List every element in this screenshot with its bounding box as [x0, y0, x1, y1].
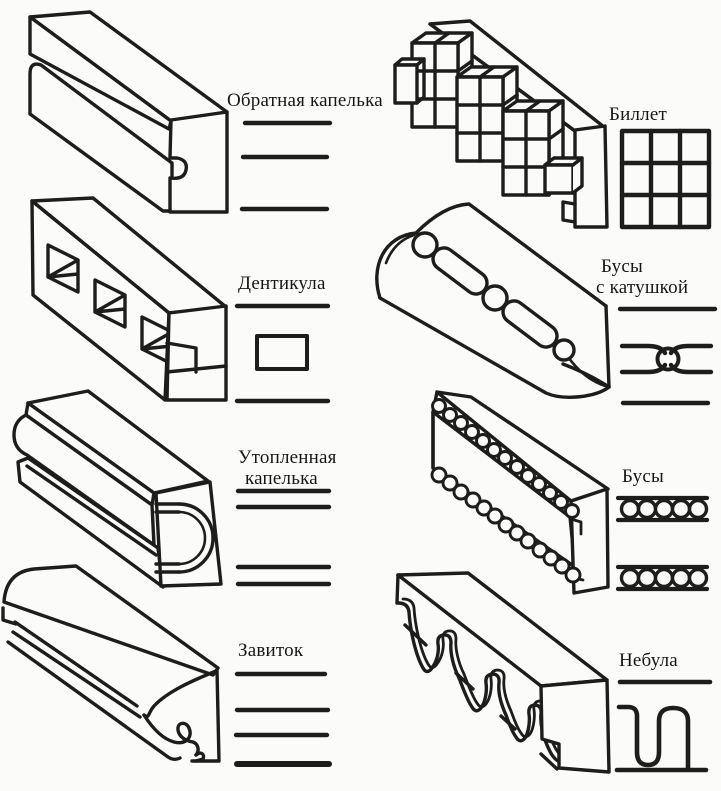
label-text: Дентикула: [238, 273, 326, 294]
label-text: Бусы: [622, 466, 664, 487]
label-obratnaya-kapelka: [227, 90, 383, 111]
billet-3d-drawing: [395, 21, 607, 227]
utoplennaya-kapelka-3d-drawing: [14, 391, 221, 587]
utoplennaya-kapelka-profile-diagram: [238, 491, 329, 584]
obratnaya-kapelka-profile-diagram: [242, 123, 330, 209]
label-text: Утопленная: [238, 447, 337, 468]
billet-profile-diagram: [622, 131, 709, 227]
label-text: Биллет: [609, 104, 667, 125]
busy-s-katushkoy-profile-diagram: [620, 309, 715, 403]
label-billet: [609, 104, 667, 125]
label-dentikula: [238, 273, 326, 294]
busy-3d-drawing: [432, 392, 608, 593]
busy-s-katushkoy-3d-drawing: [377, 204, 609, 397]
label-text: капелька: [245, 468, 318, 489]
obratnaya-kapelka-3d-drawing: [30, 12, 227, 212]
label-zavitok: [238, 640, 303, 661]
label-text: с катушкой: [596, 277, 689, 298]
dentikula-profile-diagram: [237, 306, 328, 401]
label-busy: [622, 466, 664, 487]
label-text: Бусы: [601, 256, 643, 277]
zavitok-3d-drawing: [3, 566, 219, 761]
label-busy-s-katushkoy: [596, 256, 688, 298]
nebula-profile-diagram: [617, 682, 710, 770]
label-text: Завиток: [238, 640, 304, 661]
busy-profile-diagram: [618, 498, 707, 589]
zavitok-profile-diagram: [236, 674, 329, 764]
dentikula-3d-drawing: [32, 198, 226, 400]
label-utoplennaya-kapelka: [238, 447, 337, 489]
label-text: Небула: [619, 650, 678, 671]
nebula-3d-drawing: [397, 573, 609, 772]
label-nebula: [619, 650, 678, 671]
label-text: Обратная капелька: [227, 90, 383, 111]
